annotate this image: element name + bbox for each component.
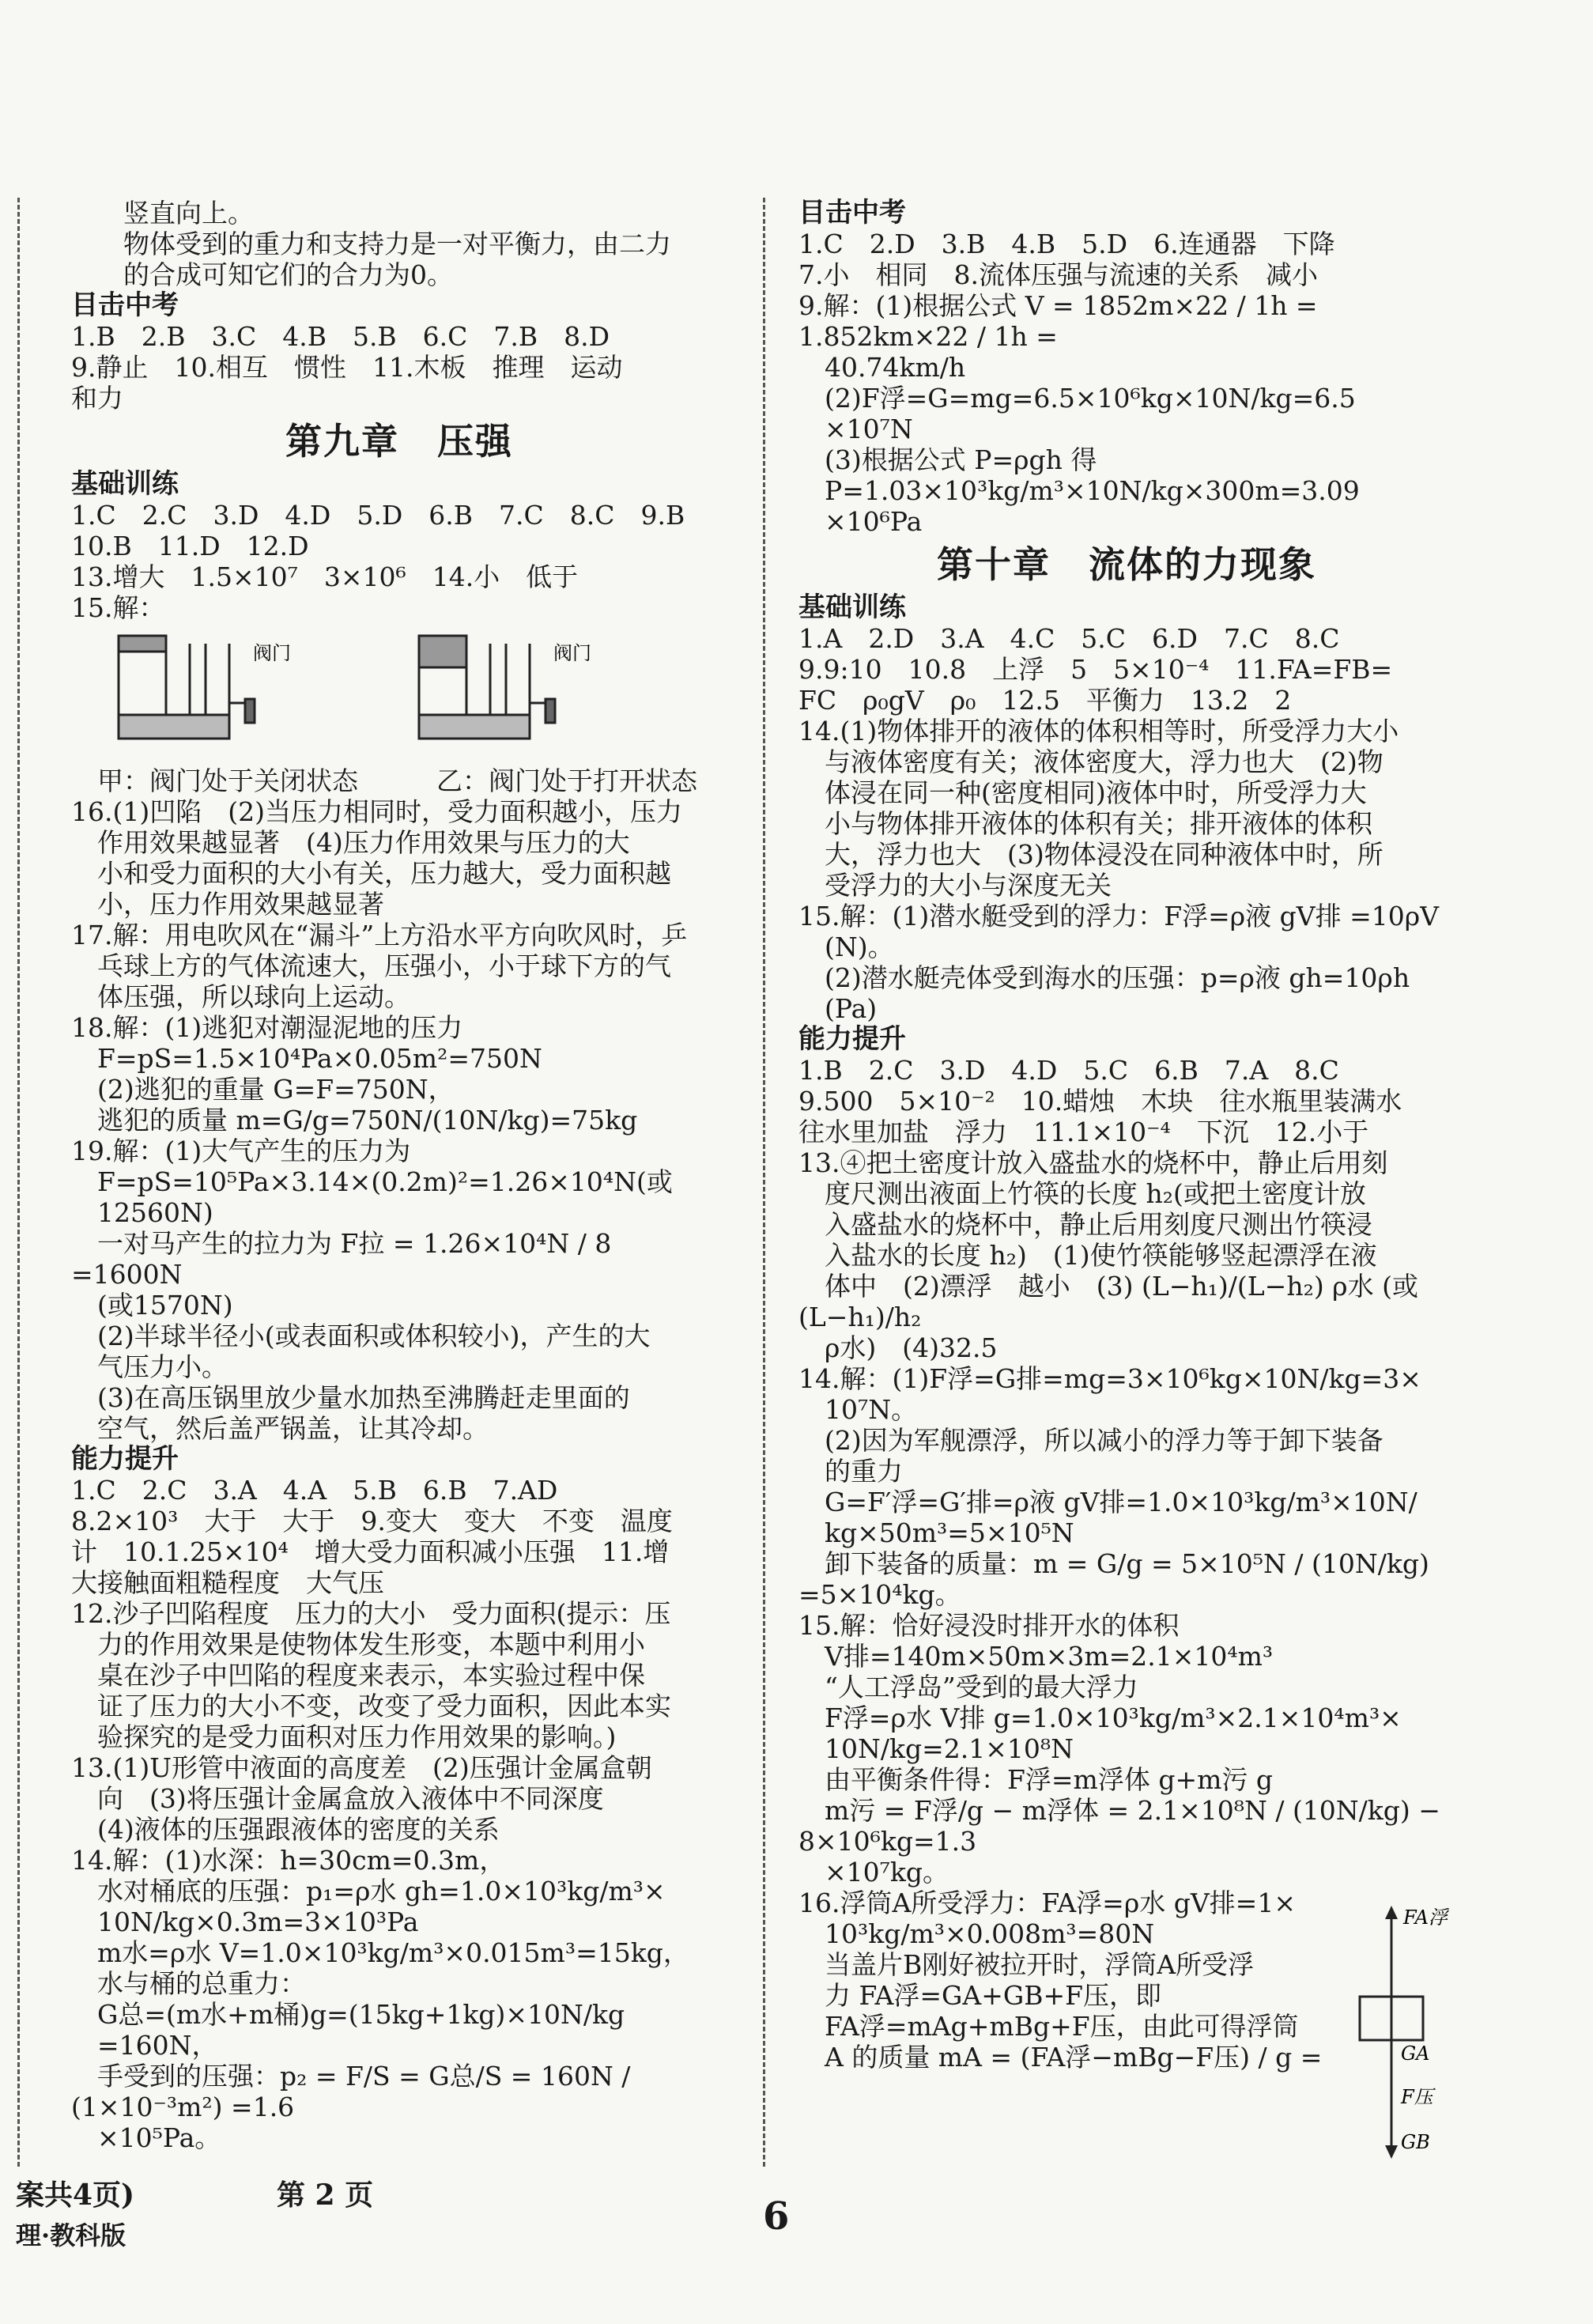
text-line: F=pS=1.5×10⁴Pa×0.05m²=750N bbox=[71, 1043, 542, 1074]
text-line: 甲：阀门处于关闭状态 乙：阀门处于打开状态 bbox=[71, 765, 697, 796]
text-line: m污 = F浮/g − m浮体 = 2.1×10⁸N / (10N/kg) − 8×10⁶kg=1.3 bbox=[798, 1795, 1449, 1857]
text-line: A 的质量 mA = (FA浮−mBg−F压) / g = bbox=[798, 2042, 1323, 2073]
text-line: 桌在沙子中凹陷的程度来表示，本实验过程中保 bbox=[71, 1660, 645, 1691]
text-line: (或1570N) bbox=[71, 1290, 233, 1321]
text-line: 9.9:10 10.8 上浮 5 5×10⁻⁴ 11.FA=FB= bbox=[798, 654, 1393, 685]
text-line: 10N/kg=2.1×10⁸N bbox=[798, 1733, 1074, 1764]
figure-container bbox=[71, 628, 727, 762]
text-line: 体浸在同一种(密度相同)液体中时，所受浮力大 bbox=[798, 777, 1367, 808]
text-line: G总=(m水+m桶)g=(15kg+1kg)×10N/kg bbox=[71, 1999, 625, 2030]
force-label-fa: FA浮 bbox=[1403, 1906, 1448, 1929]
force-label-fya: F压 bbox=[1401, 2086, 1433, 2108]
text-line: ρ水) (4)32.5 bbox=[798, 1332, 998, 1363]
text-line: 13.④把土密度计放入盛盐水的烧杯中，静止后用刻 bbox=[798, 1147, 1388, 1178]
section-heading: 能力提升 bbox=[71, 1443, 179, 1475]
text-line: 力 FA浮=GA+GB+F压，即 bbox=[798, 1980, 1162, 2011]
text-line: (3)在高压锅里放少量水加热至沸腾赶走里面的 bbox=[71, 1382, 630, 1413]
text-line: 逃犯的质量 m=G/g=750N/(10N/kg)=75kg bbox=[71, 1105, 638, 1136]
text-line: 10⁷N。 bbox=[798, 1394, 918, 1425]
section-heading: 基础训练 bbox=[71, 468, 179, 500]
footer-edition: 理·教科版 bbox=[16, 2220, 126, 2250]
text-line: 12560N) bbox=[71, 1197, 213, 1228]
valve-label-a: 阀门 bbox=[253, 642, 291, 664]
text-line: 体中 (2)漂浮 越小 (3) (L−h₁)/(L−h₂) ρ水 (或 (L−h₁)/h₂ bbox=[798, 1271, 1427, 1332]
text-line: =160N， bbox=[71, 2030, 218, 2061]
text-line: ×10⁷kg。 bbox=[798, 1857, 949, 1888]
text-line: 大接触面粗糙程度 大气压 bbox=[71, 1567, 384, 1598]
text-line: 9.500 5×10⁻² 10.蜡烛 木块 往水瓶里装满水 bbox=[798, 1086, 1402, 1117]
text-line: 一对马产生的拉力为 F拉 = 1.26×10⁴N / 8 =1600N bbox=[71, 1228, 620, 1290]
text-line: G=F′浮=G′排=ρ液 gV排=1.0×10³kg/m³×10N/ bbox=[798, 1487, 1417, 1517]
text-line: (2)潜水艇壳体受到海水的压强：p=ρ液 gh=10ρh bbox=[798, 962, 1410, 993]
text-line: 竖直向上。 bbox=[71, 198, 254, 229]
text-line: 由平衡条件得：F浮=m浮体 g+m污 g bbox=[798, 1764, 1274, 1795]
text-line: 向 (3)将压强计金属盒放入液体中不同深度 bbox=[71, 1783, 604, 1814]
text-line: 19.解：(1)大气产生的压力为 bbox=[71, 1136, 411, 1166]
section-heading: 基础训练 bbox=[798, 591, 906, 623]
footer-center-number: 6 bbox=[763, 2194, 790, 2239]
text-line: 1.B 2.C 3.D 4.D 5.C 6.B 7.A 8.C bbox=[798, 1055, 1339, 1086]
text-line: F浮=ρ水 V排 g=1.0×10³kg/m³×2.1×10⁴m³× bbox=[798, 1702, 1402, 1733]
text-line: 手受到的压强：p₂ = F/S = G总/S = 160N / (1×10⁻³m²) =1.6 bbox=[71, 2061, 639, 2122]
text-line: 小与物体排开液体的体积有关；排开液体的体积 bbox=[798, 808, 1372, 839]
text-line: 1.C 2.C 3.D 4.D 5.D 6.B 7.C 8.C 9.B bbox=[71, 500, 685, 531]
text-line: FC ρ₀gV ρ₀ 12.5 平衡力 13.2 2 bbox=[798, 685, 1292, 716]
text-line: FA浮=mAg+mBg+F压，由此可得浮筒 bbox=[798, 2011, 1299, 2042]
text-line: (Pa) bbox=[798, 993, 878, 1024]
text-line: ×10⁵Pa。 bbox=[71, 2122, 221, 2153]
text-line: P=1.03×10³kg/m³×10N/kg×300m=3.09 bbox=[798, 475, 1360, 506]
text-line: 10³kg/m³×0.008m³=80N bbox=[798, 1918, 1155, 1949]
middle-dashline bbox=[763, 198, 765, 2167]
text-line: 物体受到的重力和支持力是一对平衡力，由二力 bbox=[71, 229, 671, 259]
text-line: kg×50m³=5×10⁵N bbox=[798, 1517, 1074, 1548]
force-label-ga: GA bbox=[1401, 2042, 1430, 2065]
section-heading: 目击中考 bbox=[71, 289, 179, 321]
text-line: (2)半球半径小(或表面积或体积较小)，产生的大 bbox=[71, 1321, 651, 1351]
text-line: 小，压力作用效果越显著 bbox=[71, 889, 384, 920]
text-line: 17.解：用电吹风在“漏斗”上方沿水平方向吹风时，乒 bbox=[71, 920, 688, 950]
text-line: 15.解：恰好浸没时排开水的体积 bbox=[798, 1610, 1180, 1641]
text-line: 15.解：(1)潜水艇受到的浮力：F浮=ρ液 gV排 =10ρV bbox=[798, 901, 1439, 931]
text-line: 14.解：(1)F浮=G排=mg=3×10⁶kg×10N/kg=3× bbox=[798, 1363, 1421, 1394]
text-line: 卸下装备的质量：m = G/g = 5×10⁵N / (10N/kg) =5×10⁴kg。 bbox=[798, 1548, 1438, 1610]
text-line: 13.增大 1.5×10⁷ 3×10⁶ 14.小 低于 bbox=[71, 561, 579, 592]
text-line: 13.(1)U形管中液面的高度差 (2)压强计金属盒朝 bbox=[71, 1752, 652, 1783]
text-line: 10N/kg×0.3m=3×10³Pa bbox=[71, 1906, 419, 1937]
section-heading: 目击中考 bbox=[798, 197, 906, 229]
text-line: V排=140m×50m×3m=2.1×10⁴m³ bbox=[798, 1641, 1274, 1672]
text-line: (4)液体的压强跟液体的密度的关系 bbox=[71, 1814, 500, 1845]
text-line: 入盛盐水的烧杯中，静止后用刻度尺测出竹筷浸 bbox=[798, 1209, 1372, 1240]
text-line: (3)根据公式 P=ρgh 得 bbox=[798, 444, 1097, 475]
left-margin-dashline bbox=[17, 198, 20, 2167]
text-line: 18.解：(1)逃犯对潮湿泥地的压力 bbox=[71, 1012, 463, 1043]
footer-page: 第 2 页 bbox=[277, 2179, 374, 2212]
text-line: 与液体密度有关；液体密度大，浮力也大 (2)物 bbox=[798, 746, 1383, 777]
left-column bbox=[71, 198, 727, 2153]
text-line: 1.C 2.C 3.A 4.A 5.B 6.B 7.AD bbox=[71, 1475, 558, 1506]
text-line: 8.2×10³ 大于 大于 9.变大 变大 不变 温度 bbox=[71, 1506, 673, 1536]
text-line: (2)逃犯的重量 G=F=750N， bbox=[71, 1074, 455, 1105]
text-line: (2)因为军舰漂浮，所以减小的浮力等于卸下装备 bbox=[798, 1425, 1383, 1456]
tank-diagrams bbox=[71, 628, 672, 762]
text-line: 空气，然后盖严锅盖，让其冷却。 bbox=[71, 1413, 489, 1444]
text-line: 40.74km/h bbox=[798, 352, 966, 383]
text-line: 和力 bbox=[71, 383, 123, 414]
text-line: 9.静止 10.相互 惯性 11.木板 推理 运动 bbox=[71, 352, 623, 383]
text-line: 体压强，所以球向上运动。 bbox=[71, 981, 410, 1012]
text-line: 1.A 2.D 3.A 4.C 5.C 6.D 7.C 8.C bbox=[798, 623, 1340, 654]
text-line: 15.解： bbox=[71, 592, 165, 623]
text-line: 1.B 2.B 3.C 4.B 5.B 6.C 7.B 8.D bbox=[71, 321, 610, 352]
text-line: 水对桶底的压强：p₁=ρ水 gh=1.0×10³kg/m³× bbox=[71, 1876, 666, 1906]
text-line: 12.沙子凹陷程度 压力的大小 受力面积(提示：压 bbox=[71, 1598, 671, 1629]
text-line: 的重力 bbox=[798, 1456, 903, 1487]
text-line: m水=ρ水 V=1.0×10³kg/m³×0.015m³=15kg， bbox=[71, 1937, 689, 1968]
text-line: “人工浮岛”受到的最大浮力 bbox=[798, 1672, 1138, 1702]
text-line: 7.小 相同 8.流体压强与流速的关系 减小 bbox=[798, 259, 1318, 290]
text-line: 入盐水的长度 h₂) (1)使竹筷能够竖起漂浮在液 bbox=[798, 1240, 1377, 1271]
text-line: 受浮力的大小与深度无关 bbox=[798, 870, 1112, 901]
text-line: (N)。 bbox=[798, 931, 894, 962]
right-column bbox=[798, 198, 1455, 2073]
footer-left: 案共4页) bbox=[16, 2179, 135, 2212]
text-line: 的合成可知它们的合力为0。 bbox=[71, 259, 453, 290]
text-line: 16.浮筒A所受浮力：FA浮=ρ水 gV排=1× bbox=[798, 1888, 1296, 1918]
chapter-title: 第九章 压强 bbox=[285, 420, 513, 463]
text-line: 14.解：(1)水深：h=30cm=0.3m， bbox=[71, 1845, 506, 1876]
force-label-gb: GB bbox=[1401, 2131, 1430, 2153]
text-line: ×10⁶Pa bbox=[798, 506, 923, 537]
text-line: 力的作用效果是使物体发生形变，本题中利用小 bbox=[71, 1629, 645, 1660]
valve-label-b: 阀门 bbox=[553, 642, 591, 664]
text-line: 16.(1)凹陷 (2)当压力相同时，受力面积越小，压力 bbox=[71, 796, 682, 827]
text-line: 小和受力面积的大小有关，压力越大，受力面积越 bbox=[71, 858, 671, 889]
text-line: 验探究的是受力面积对压力作用效果的影响。) bbox=[71, 1721, 617, 1752]
force-diagram bbox=[1344, 1902, 1463, 2163]
text-line: ×10⁷N bbox=[798, 414, 913, 444]
text-line: (2)F浮=G=mg=6.5×10⁶kg×10N/kg=6.5 bbox=[798, 383, 1356, 414]
chapter-title: 第十章 流体的力现象 bbox=[937, 543, 1316, 586]
section-heading: 能力提升 bbox=[798, 1023, 906, 1055]
text-line: 气压力小。 bbox=[71, 1351, 228, 1382]
text-line: F=pS=10⁵Pa×3.14×(0.2m)²=1.26×10⁴N(或 bbox=[71, 1166, 673, 1197]
text-line: 1.C 2.D 3.B 4.B 5.D 6.连通器 下降 bbox=[798, 229, 1335, 259]
text-line: 度尺测出液面上竹筷的长度 h₂(或把土密度计放 bbox=[798, 1178, 1366, 1209]
text-line: 计 10.1.25×10⁴ 增大受力面积减小压强 11.增 bbox=[71, 1536, 670, 1567]
text-line: 证了压力的大小不变，改变了受力面积，因此本实 bbox=[71, 1691, 671, 1721]
text-line: 大，浮力也大 (3)物体浸没在同种液体中时，所 bbox=[798, 839, 1383, 870]
text-line: 往水里加盐 浮力 11.1×10⁻⁴ 下沉 12.小于 bbox=[798, 1117, 1369, 1147]
text-line: 作用效果越显著 (4)压力作用效果与压力的大 bbox=[71, 827, 630, 858]
text-line: 水与桶的总重力： bbox=[71, 1968, 306, 1999]
text-line: 10.B 11.D 12.D bbox=[71, 531, 309, 561]
text-line: 乓球上方的气体流速大，压强小，小于球下方的气 bbox=[71, 950, 671, 981]
text-line: 9.解：(1)根据公式 V = 1852m×22 / 1h = 1.852km×22 / 1h = bbox=[798, 290, 1327, 352]
text-line: 14.(1)物体排开的液体的体积相等时，所受浮力大小 bbox=[798, 716, 1399, 746]
text-line: 当盖片B刚好被拉开时，浮筒A所受浮 bbox=[798, 1949, 1255, 1980]
